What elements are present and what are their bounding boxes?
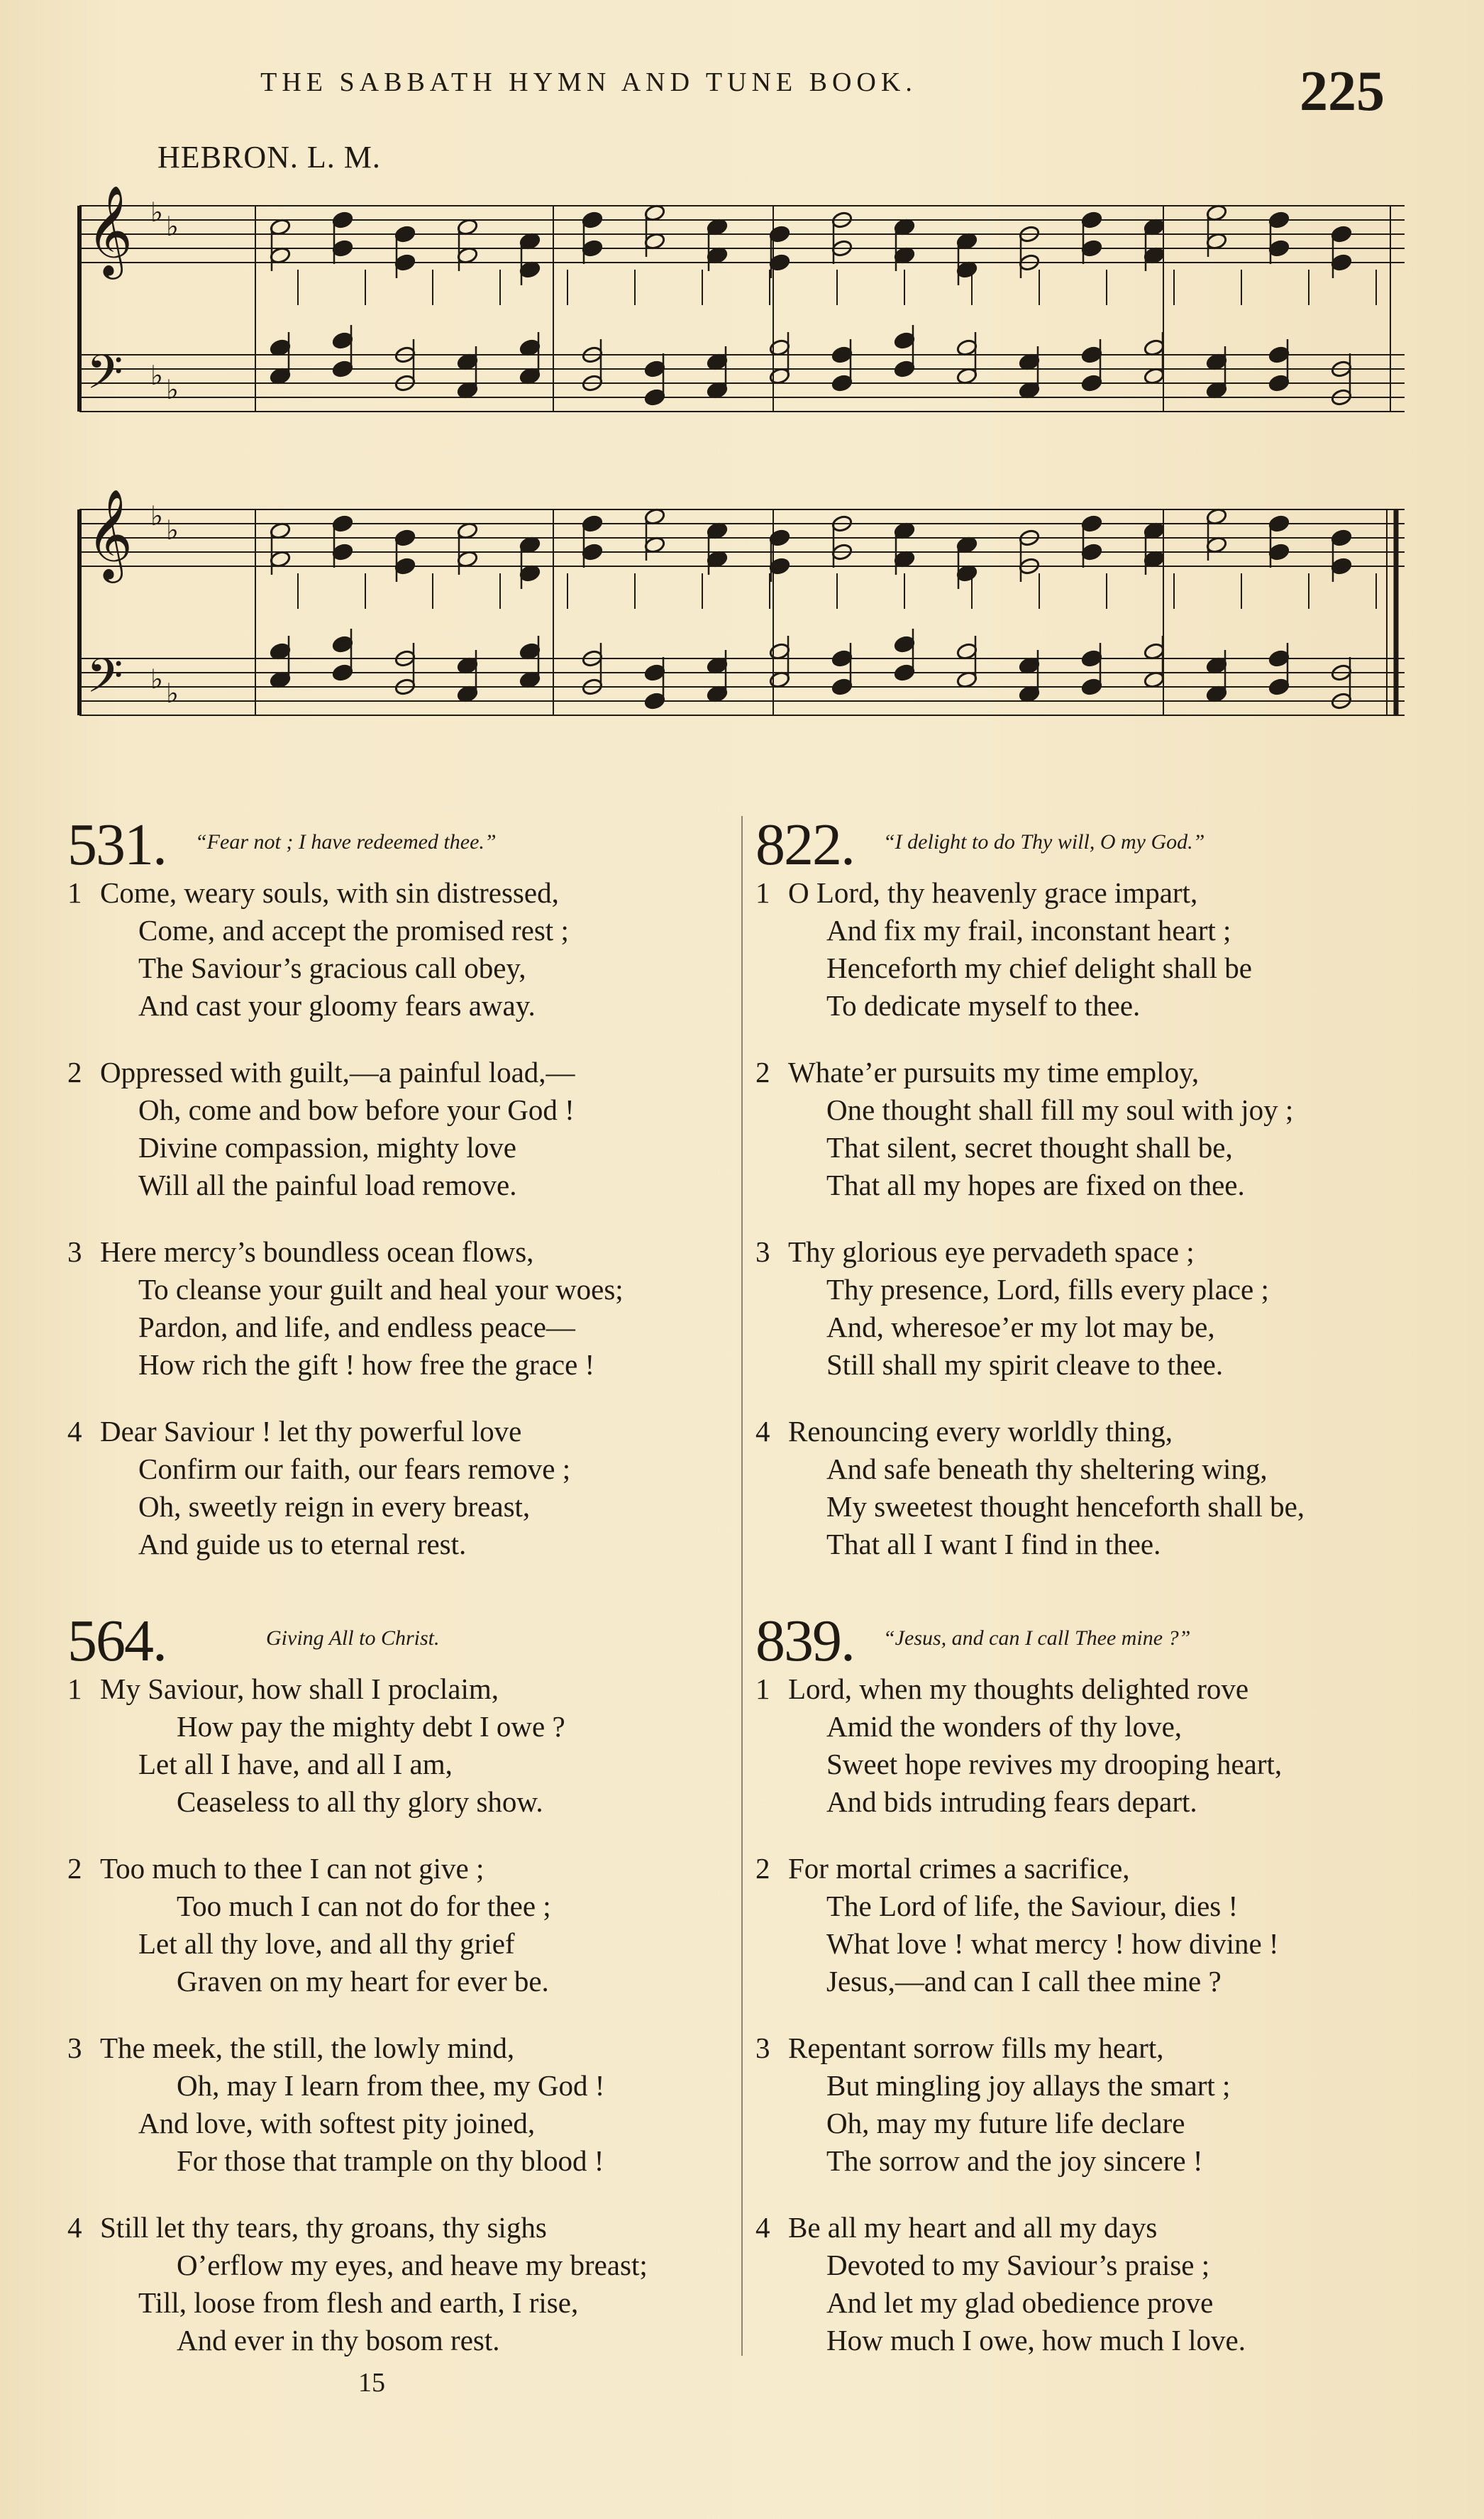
verse-line: The sorrow and the joy sincere !: [826, 2144, 1203, 2177]
verse-line: And love, with softest pity joined,: [138, 2107, 536, 2139]
verse-line: That all my hopes are fixed on thee.: [826, 1169, 1245, 1201]
hymn-0: [67, 810, 748, 1592]
note-head: [1081, 239, 1103, 258]
note-head: [831, 346, 853, 364]
verse-line: Pardon, and life, and endless peace—: [138, 1311, 575, 1343]
verse-line: My Saviour, how shall I proclaim,: [100, 1672, 499, 1705]
bass-clef-icon: 𝄢: [87, 345, 123, 411]
note-head: [332, 514, 354, 533]
verse-line: Amid the wonders of thy love,: [826, 1710, 1183, 1743]
hymn-2: [755, 810, 1436, 1592]
verse-line: Be all my heart and all my days: [788, 2211, 1158, 2244]
hymn-number: 531.: [67, 812, 166, 878]
stanza: [67, 2029, 748, 2180]
page-number: 225: [1300, 60, 1385, 123]
note-head: [1081, 649, 1103, 668]
note-head: [1268, 211, 1290, 229]
verse-line: Let all I have, and all I am,: [138, 1748, 453, 1780]
hymn-title: “Fear not ; I have redeemed thee.”: [195, 830, 497, 854]
tune-title: HEBRON. L. M.: [157, 140, 381, 175]
verse-line: Let all thy love, and all thy grief: [138, 1927, 515, 1960]
note-head: [1081, 346, 1103, 364]
note-head: [1268, 239, 1290, 258]
verse-line: Thy presence, Lord, fills every place ;: [826, 1273, 1269, 1306]
verse-line: Still shall my spirit cleave to thee.: [826, 1348, 1224, 1381]
verse-line: O’erflow my eyes, and heave my breast;: [177, 2249, 648, 2281]
verse-line: Confirm our faith, our fears remove ;: [138, 1453, 571, 1485]
note-head: [1331, 253, 1353, 272]
hymn-heading: [67, 810, 748, 878]
hymn-title: “I delight to do Thy will, O my God.”: [883, 830, 1205, 854]
treble-clef-icon: 𝄞: [87, 184, 133, 275]
note-head: [644, 388, 666, 407]
verse-line: Here mercy’s boundless ocean flows,: [100, 1235, 534, 1268]
note-head: [831, 374, 853, 392]
note-head: [394, 253, 416, 272]
hymn-heading: [67, 1606, 748, 1674]
stanza: [755, 1413, 1436, 1563]
stanza: [755, 1670, 1436, 1821]
verse-line: Henceforth my chief delight shall be: [826, 952, 1252, 984]
note-head: [1268, 678, 1290, 696]
stanza: [67, 874, 748, 1025]
verse-line: For those that trample on thy blood !: [177, 2144, 604, 2177]
note-head: [1331, 557, 1353, 575]
note-head: [644, 663, 666, 682]
note-head: [332, 663, 354, 682]
stanza-number: 3: [755, 1235, 770, 1268]
verse-line: What love ! what mercy ! how divine !: [826, 1927, 1279, 1960]
stanza-number: 4: [755, 1415, 770, 1448]
verse-line: Oh, may I learn from thee, my God !: [177, 2069, 605, 2102]
verse-line: The Lord of life, the Saviour, dies !: [826, 1890, 1239, 1922]
note-head: [1081, 211, 1103, 229]
flat-icon: ♭: [150, 361, 163, 391]
verse-line: How much I owe, how much I love.: [826, 2324, 1246, 2357]
verse-line: Till, loose from flesh and earth, I rise,: [138, 2286, 579, 2319]
verse-line: Come, weary souls, with sin distressed,: [100, 876, 559, 909]
verse-line: And cast your gloomy fears away.: [138, 989, 536, 1022]
verse-line: My sweetest thought henceforth shall be,: [826, 1490, 1305, 1523]
verse-line: That all I want I find in thee.: [826, 1528, 1161, 1560]
note-head: [1268, 514, 1290, 533]
stanza-number: 4: [755, 2211, 770, 2244]
note-head: [332, 331, 354, 350]
stanza-number: 4: [67, 1415, 82, 1448]
verse-line: And fix my frail, inconstant heart ;: [826, 914, 1231, 947]
note-head: [1268, 543, 1290, 561]
verse-line: Too much to thee I can not give ;: [100, 1852, 484, 1885]
stanza-number: 3: [67, 1235, 82, 1268]
note-head: [394, 529, 416, 547]
verse-line: The Saviour’s gracious call obey,: [138, 952, 526, 984]
verse-line: Too much I can not do for thee ;: [177, 1890, 551, 1922]
stanza: [67, 1670, 748, 1821]
note-head: [769, 557, 791, 575]
hymn-1: [67, 1606, 748, 2388]
note-head: [894, 663, 916, 682]
stanza-number: 3: [755, 2032, 770, 2064]
music-score: [0, 0, 1484, 781]
note-head: [769, 529, 791, 547]
stanza-number: 2: [67, 1056, 82, 1088]
verse-line: Will all the painful load remove.: [138, 1169, 517, 1201]
signature-number: 15: [358, 2368, 385, 2398]
note-head: [1268, 374, 1290, 392]
note-head: [1081, 543, 1103, 561]
verse-line: Graven on my heart for ever be.: [177, 1965, 549, 1997]
stanza: [67, 1233, 748, 1384]
stanza-number: 3: [67, 2032, 82, 2064]
verse-line: Come, and accept the promised rest ;: [138, 914, 569, 947]
note-head: [582, 514, 604, 533]
verse-line: Oppressed with guilt,—a painful load,—: [100, 1056, 575, 1088]
hymn-title: “Jesus, and can I call Thee mine ?”: [883, 1626, 1191, 1650]
flat-icon: ♭: [166, 516, 179, 546]
verse-line: To cleanse your guilt and heal your woes;: [138, 1273, 624, 1306]
note-head: [1331, 225, 1353, 243]
verse-line: Whate’er pursuits my time employ,: [788, 1056, 1200, 1088]
note-head: [332, 211, 354, 229]
stanza: [67, 1850, 748, 2000]
note-head: [332, 543, 354, 561]
note-head: [1081, 678, 1103, 696]
stanza-number: 4: [67, 2211, 82, 2244]
verse-line: Thy glorious eye pervadeth space ;: [788, 1235, 1195, 1268]
verse-line: And ever in thy bosom rest.: [177, 2324, 500, 2357]
flat-icon: ♭: [150, 665, 163, 695]
verse-line: For mortal crimes a sacrifice,: [788, 1852, 1130, 1885]
hymn-3: [755, 1606, 1436, 2388]
note-head: [394, 225, 416, 243]
note-head: [582, 543, 604, 561]
verse-line: Divine compassion, mighty love: [138, 1131, 516, 1164]
flat-icon: ♭: [150, 198, 163, 228]
stanza-number: 2: [755, 1852, 770, 1885]
verse-line: Oh, come and bow before your God !: [138, 1093, 575, 1126]
stanza: [755, 1233, 1436, 1384]
stanza: [67, 2209, 748, 2359]
verse-line: And safe beneath thy sheltering wing,: [826, 1453, 1268, 1485]
verse-line: How pay the mighty debt I owe ?: [177, 1710, 565, 1743]
flat-icon: ♭: [166, 212, 179, 242]
stanza-number: 1: [67, 1672, 82, 1705]
bass-clef-icon: 𝄢: [87, 649, 123, 715]
verse-line: Dear Saviour ! let thy powerful love: [100, 1415, 522, 1448]
note-head: [1268, 346, 1290, 364]
stanza-number: 1: [67, 876, 82, 909]
verse-line: But mingling joy allays the smart ;: [826, 2069, 1231, 2102]
note-head: [1081, 514, 1103, 533]
verse-line: Devoted to my Saviour’s praise ;: [826, 2249, 1210, 2281]
note-head: [769, 225, 791, 243]
stanza: [67, 1054, 748, 1204]
hymn-number: 839.: [755, 1608, 854, 1674]
hymn-number: 822.: [755, 812, 854, 878]
verse-line: To dedicate myself to thee.: [826, 989, 1141, 1022]
note-head: [1268, 649, 1290, 668]
note-head: [1081, 374, 1103, 392]
note-head: [894, 635, 916, 654]
note-head: [332, 360, 354, 378]
note-head: [332, 239, 354, 258]
verse-line: Lord, when my thoughts delighted rove: [788, 1672, 1249, 1705]
hymn-heading: [755, 810, 1436, 878]
verse-line: Renouncing every worldly thing,: [788, 1415, 1173, 1448]
stanza-number: 2: [755, 1056, 770, 1088]
note-head: [894, 360, 916, 378]
flat-icon: ♭: [150, 502, 163, 531]
stanza-number: 1: [755, 1672, 770, 1705]
verse-line: And guide us to eternal rest.: [138, 1528, 467, 1560]
stanza: [755, 1850, 1436, 2000]
note-head: [582, 211, 604, 229]
verse-line: And let my glad obedience prove: [826, 2286, 1214, 2319]
note-head: [332, 635, 354, 654]
verse-line: And, wheresoe’er my lot may be,: [826, 1311, 1215, 1343]
verse-line: Oh, sweetly reign in every breast,: [138, 1490, 531, 1523]
treble-clef-icon: 𝄞: [87, 488, 133, 579]
flat-icon: ♭: [166, 679, 179, 709]
note-head: [769, 253, 791, 272]
verse-line: That silent, secret thought shall be,: [826, 1131, 1233, 1164]
verse-line: Repentant sorrow fills my heart,: [788, 2032, 1164, 2064]
verse-line: O Lord, thy heavenly grace impart,: [788, 876, 1198, 909]
verse-line: Still let thy tears, thy groans, thy sighs: [100, 2211, 547, 2244]
stanza-number: 1: [755, 876, 770, 909]
stanza: [755, 874, 1436, 1025]
verse-line: One thought shall fill my soul with joy ;: [826, 1093, 1294, 1126]
note-head: [894, 331, 916, 350]
note-head: [582, 239, 604, 258]
stanza-number: 2: [67, 1852, 82, 1885]
verse-line: Sweet hope revives my drooping heart,: [826, 1748, 1283, 1780]
note-head: [1331, 529, 1353, 547]
note-head: [831, 678, 853, 696]
flat-icon: ♭: [166, 375, 179, 405]
hymn-heading: [755, 1606, 1436, 1674]
running-head: THE SABBATH HYMN AND TUNE BOOK.: [260, 67, 917, 97]
note-head: [644, 360, 666, 378]
verse-line: And bids intruding fears depart.: [826, 1785, 1197, 1818]
verse-line: The meek, the still, the lowly mind,: [100, 2032, 515, 2064]
stanza: [755, 1054, 1436, 1204]
verse-line: Oh, may my future life declare: [826, 2107, 1185, 2139]
stanza: [755, 2029, 1436, 2180]
hymn-title: Giving All to Christ.: [266, 1626, 440, 1650]
note-head: [644, 692, 666, 710]
stanza: [755, 2209, 1436, 2359]
stanza: [67, 1413, 748, 1563]
hymn-number: 564.: [67, 1608, 166, 1674]
verse-line: How rich the gift ! how free the grace !: [138, 1348, 595, 1381]
note-head: [831, 649, 853, 668]
verse-line: Jesus,—and can I call thee mine ?: [826, 1965, 1222, 1997]
note-head: [394, 557, 416, 575]
verse-line: Ceaseless to all thy glory show.: [177, 1785, 543, 1818]
